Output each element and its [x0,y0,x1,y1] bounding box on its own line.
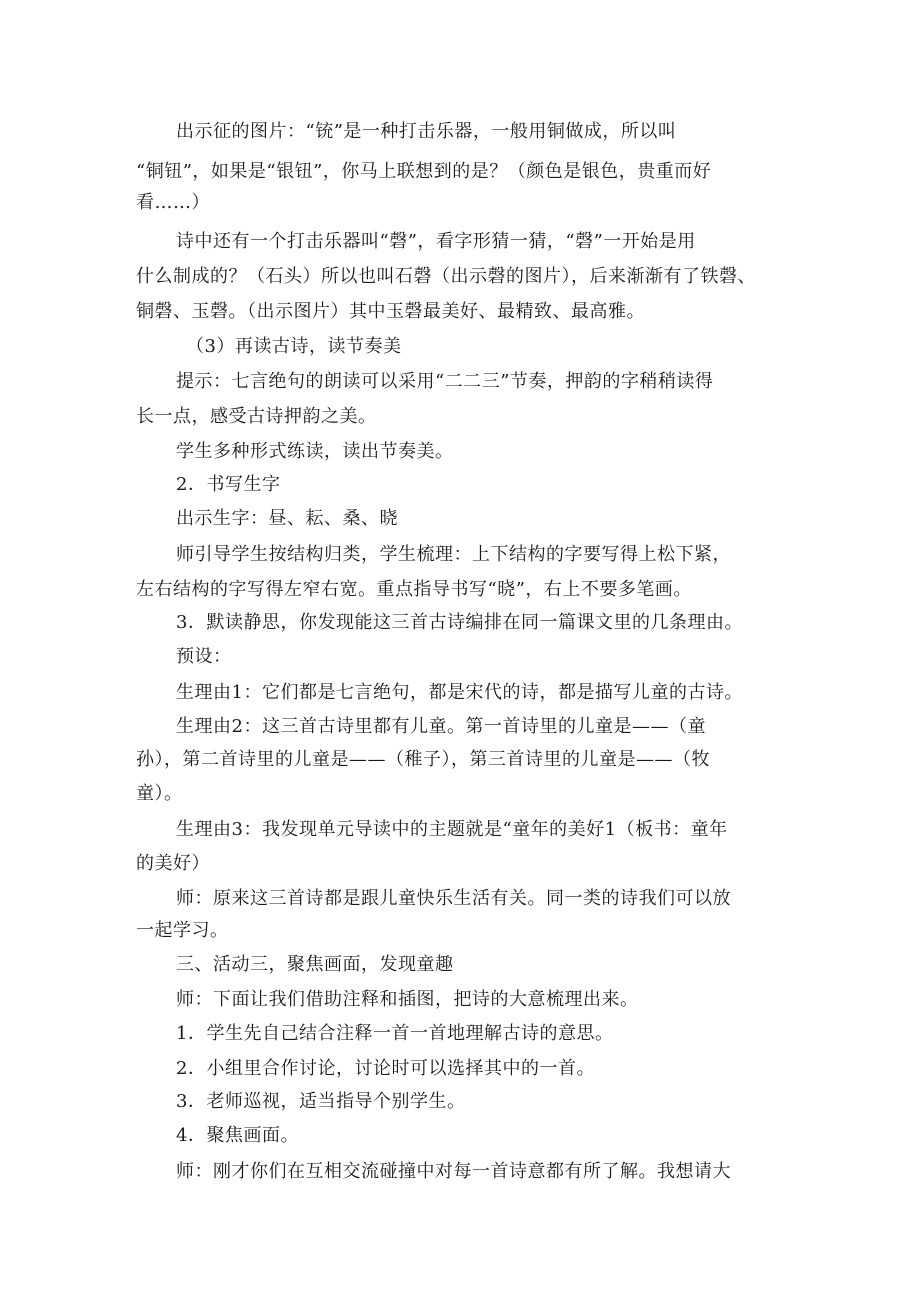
text-line: 看……） [136,192,210,213]
text-line: 师：下面让我们借助注释和插图，把诗的大意梳理出来。 [176,989,639,1010]
section-heading: 三、活动三，聚焦画面，发现童趣 [176,954,454,975]
text-line: 左右结构的字写得左窄右宽。重点指导书写“晓”，右上不要多笔画。 [136,579,692,600]
section-heading: （3）再读古诗，读节奏美 [186,336,402,357]
text-line: 提示：七言绝句的朗读可以采用“二二三”节奏，押韵的字稍稍读得 [176,371,714,392]
text-line: 预设： [176,646,232,667]
text-line: 3．默读静思，你发现能这三首古诗编排在同一篇课文里的几条理由。 [176,612,743,633]
text-line: 师：原来这三首诗都是跟儿童快乐生活有关。同一类的诗我们可以放 [176,888,731,909]
text-line: 童）。 [136,783,183,804]
list-item: 3．老师巡视，适当指导个别学生。 [176,1091,466,1112]
text-line: 一起学习。 [136,920,229,941]
text-line: 的美好） [136,853,210,874]
list-item: 1．学生先自己结合注释一首一首地理解古诗的意思。 [176,1023,614,1044]
text-line: “铜钮”，如果是“银钮”，你马上联想到的是？（颜色是银色，贵重而好 [136,161,712,182]
text-line: 铜磬、玉磬。（出示图片）其中玉磬最美好、最精致、最高雅。 [136,301,645,322]
text-line: 出示生字：昼、耘、桑、晓 [176,508,398,529]
text-line: 孙），第二首诗里的儿童是——（稚子），第三首诗里的儿童是——（牧 [136,749,710,770]
text-line: 诗中还有一个打击乐器叫“磬”，看字形猜一猜，“磬”一开始是用 [176,231,696,252]
text-line: 学生多种形式练读，读出节奏美。 [176,441,454,462]
text-line: 生理由3：我发现单元导读中的主题就是“童年的美好1（板书：童年 [176,819,728,840]
text-line: 师引导学生按结构归类，学生梳理：上下结构的字要写得上松下紧， [176,544,731,565]
text-line: 长一点，感受古诗押韵之美。 [136,406,377,427]
text-line: 生理由2：这三首古诗里都有儿童。第一首诗里的儿童是——（童 [176,716,706,737]
text-line: 出示征的图片：“铳”是一种打击乐器，一般用铜做成，所以叫 [176,121,677,142]
list-item: 2．小组里合作讨论，讨论时可以选择其中的一首。 [176,1058,595,1079]
list-item: 4．聚焦画面。 [176,1125,299,1146]
text-line: 师：刚才你们在互相交流碰撞中对每一首诗意都有所了解。我想请大 [176,1161,731,1182]
text-line: 什么制成的？（石头）所以也叫石磬（出示磬的图片），后来渐渐有了铁磬、 [136,266,756,287]
text-line: 生理由1：它们都是七言绝句，都是宋代的诗，都是描写儿童的古诗。 [176,682,743,703]
section-heading: 2．书写生字 [176,474,281,495]
